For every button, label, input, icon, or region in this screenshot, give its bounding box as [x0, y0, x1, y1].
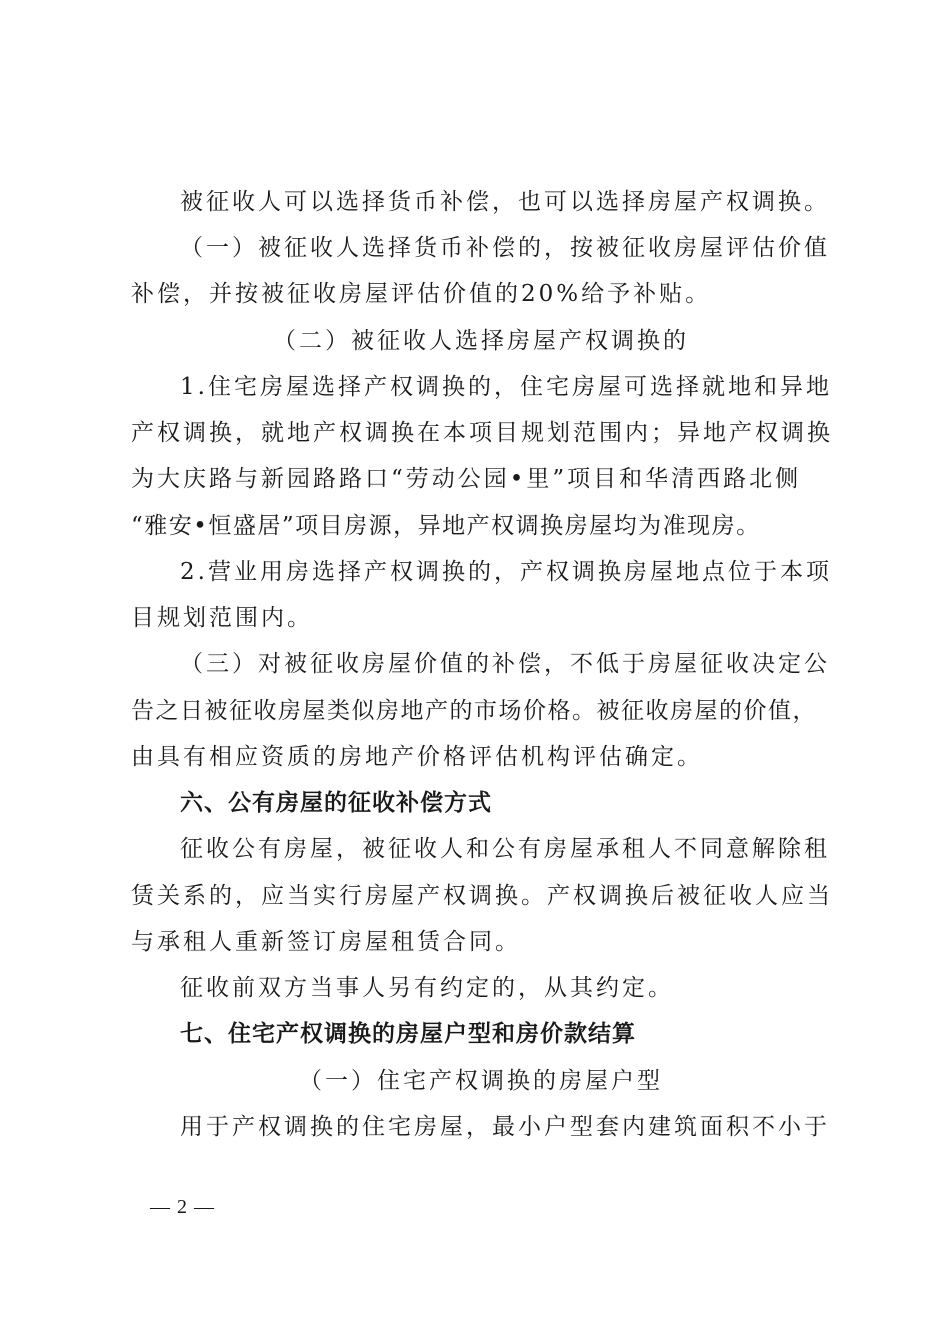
paragraph-line: 1.住宅房屋选择产权调换的，住宅房屋可选择就地和异地: [180, 374, 832, 400]
paragraph-line: （一）被征收人选择货币补偿的，按被征收房屋评估价值: [180, 235, 830, 261]
paragraph-line: 告之日被征收房屋类似房地产的市场价格。被征收房屋的价值，: [131, 698, 817, 724]
paragraph-line: 用于产权调换的住宅房屋，最小户型套内建筑面积不小于: [180, 1114, 830, 1140]
paragraph-line: 赁关系的，应当实行房屋产权调换。产权调换后被征收人应当: [131, 883, 833, 909]
page-number: — 2 —: [150, 1196, 215, 1218]
paragraph-line: 补偿，并按被征收房屋评估价值的20%给予补贴。: [131, 281, 712, 307]
paragraph-line: （三）对被征收房屋价值的补偿，不低于房屋征收决定公: [180, 651, 830, 677]
section-heading: 七、住宅产权调换的房屋户型和房价款结算: [180, 1021, 636, 1047]
subheading: （一）住宅产权调换的房屋户型: [299, 1068, 663, 1094]
paragraph-line: “雅安•恒盛居”项目房源，异地产权调换房屋均为准现房。: [131, 513, 761, 539]
paragraph-line: 被征收人可以选择货币补偿，也可以选择房屋产权调换。: [180, 189, 830, 215]
paragraph-line: 征收前双方当事人另有约定的，从其约定。: [180, 975, 674, 1001]
paragraph-line: 目规划范围内。: [131, 605, 313, 631]
section-heading: 六、公有房屋的征收补偿方式: [180, 790, 492, 816]
paragraph-line: 产权调换，就地产权调换在本项目规划范围内；异地产权调换: [131, 420, 833, 446]
paragraph-line: 由具有相应资质的房地产价格评估机构评估确定。: [131, 744, 703, 770]
paragraph-line: 与承租人重新签订房屋租赁合同。: [131, 929, 521, 955]
subheading: （二）被征收人选择房屋产权调换的: [273, 328, 689, 354]
paragraph-line: 为大庆路与新园路路口“劳动公园•里”项目和华清西路北侧: [131, 466, 802, 492]
paragraph-line: 征收公有房屋，被征收人和公有房屋承租人不同意解除租: [180, 836, 830, 862]
paragraph-line: 2.营业用房选择产权调换的，产权调换房屋地点位于本项: [180, 559, 832, 585]
